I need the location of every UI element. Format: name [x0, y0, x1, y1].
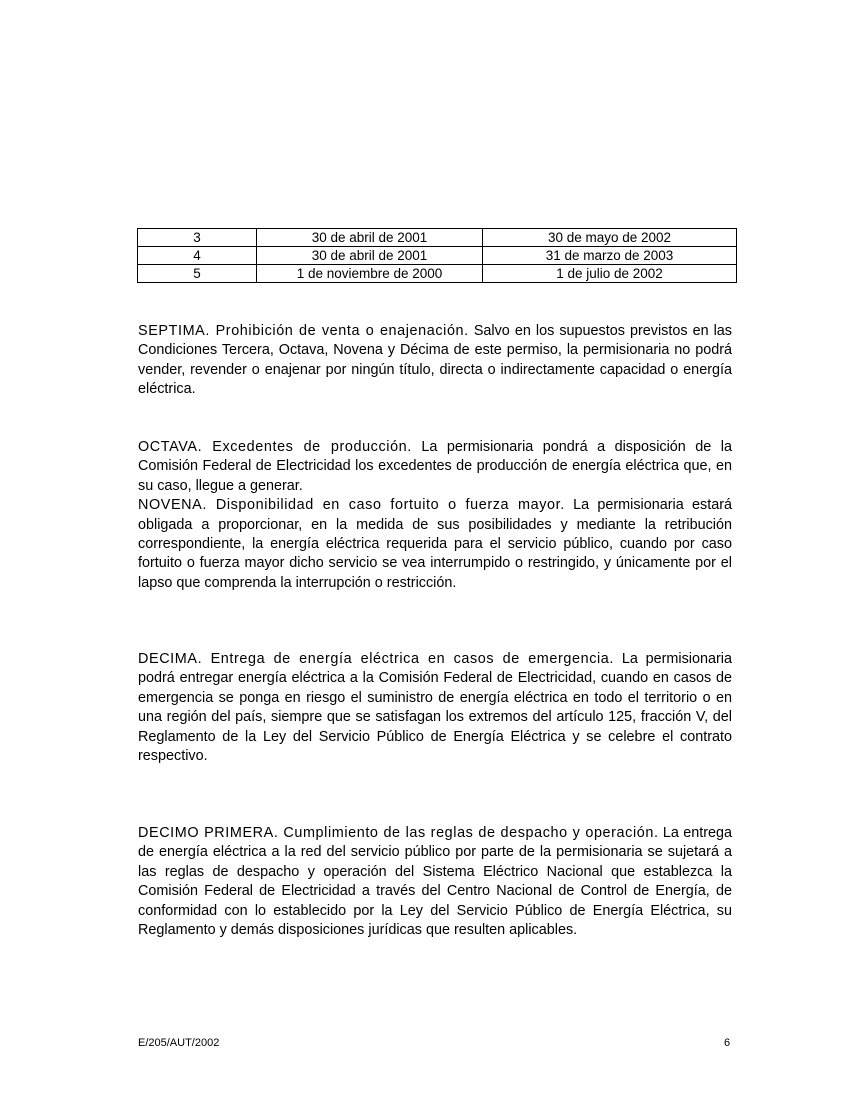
table-row	[138, 229, 737, 247]
clause-heading: DECIMA. Entrega de energía eléctrica en casos de emergencia.	[138, 651, 614, 667]
clause-heading: DECIMO PRIMERA. Cumplimiento de las reglas de despacho y operación.	[138, 825, 659, 841]
clause-decimo-primera	[138, 824, 732, 940]
table-cell-unit: 3	[138, 229, 257, 247]
clause-heading: NOVENA. Disponibilidad en caso fortuito o fuerza mayor.	[138, 497, 565, 514]
clause-text: La permisionaria estará obligada a proporcionar, en la medida de sus posibilidades y mediante la retribución correspondiente, la energía eléctrica requerida para el servicio público, cuando por caso fortuito o fuerza mayor dicho servicio se vea interrumpido o restringido, y únicamente por el lapso que comprenda la interrupción o restricción.	[138, 497, 732, 591]
clause-decima	[138, 650, 732, 766]
table-cell-date-start: 1 de noviembre de 2000	[257, 265, 483, 283]
table-cell-unit: 4	[138, 247, 257, 265]
table-cell-date-end: 30 de mayo de 2002	[483, 229, 737, 247]
clause-octava	[138, 438, 732, 496]
table-cell-date-start: 30 de abril de 2001	[257, 229, 483, 247]
table-cell-unit: 5	[138, 265, 257, 283]
table-cell-date-end: 31 de marzo de 2003	[483, 247, 737, 265]
table-cell-date-end: 1 de julio de 2002	[483, 265, 737, 283]
clause-octava-novena	[138, 438, 732, 593]
clause-text: La permisionaria pondrá a disposición de la Comisión Federal de Electricidad los excedentes de producción de energía eléctrica que, en su caso, llegue a generar.	[138, 439, 732, 494]
clause-text: La permisionaria podrá entregar energía eléctrica a la Comisión Federal de Electricidad, cuando en casos de emergencia se ponga en riesgo el suministro de energía eléctrica en todo el territorio o en una región del país, siempre que se satisfagan los extremos del artículo 125, fracción V, del Reglamento de la Ley del Servicio Público de Energía Eléctrica y se celebre el contrato respectivo.	[138, 651, 733, 765]
clause-heading: SEPTIMA. Prohibición de venta o enajenación.	[138, 323, 469, 339]
table-row	[138, 247, 737, 265]
clause-heading: OCTAVA. Excedentes de producción.	[138, 439, 412, 455]
clause-septima	[138, 322, 732, 400]
clause-novena	[138, 496, 732, 593]
footer-doc-id: E/205/AUT/2002	[138, 1037, 220, 1049]
table-cell-date-start: 30 de abril de 2001	[257, 247, 483, 265]
clause-text: Salvo en los supuestos previstos en las Condiciones Tercera, Octava, Novena y Décima de este permiso, la permisionaria no podrá vender, revender o enajenar por ningún título, directa o indirectamente capacidad o energía eléctrica.	[138, 323, 733, 398]
footer-page-number: 6	[724, 1037, 731, 1049]
dates-table	[137, 228, 737, 283]
clause-text: La entrega de energía eléctrica a la red del servicio público por parte de la permisionaria se sujetará a las reglas de despacho y operación del Sistema Eléctrico Nacional que establezca la Comisión Federal de Electricidad a través del Centro Nacional de Control de Energía, de conformidad con lo establecido por la Ley del Servicio Público de Energía Eléctrica, su Reglamento y demás disposiciones jurídicas que resulten aplicables.	[138, 825, 733, 939]
table-row	[138, 265, 737, 283]
